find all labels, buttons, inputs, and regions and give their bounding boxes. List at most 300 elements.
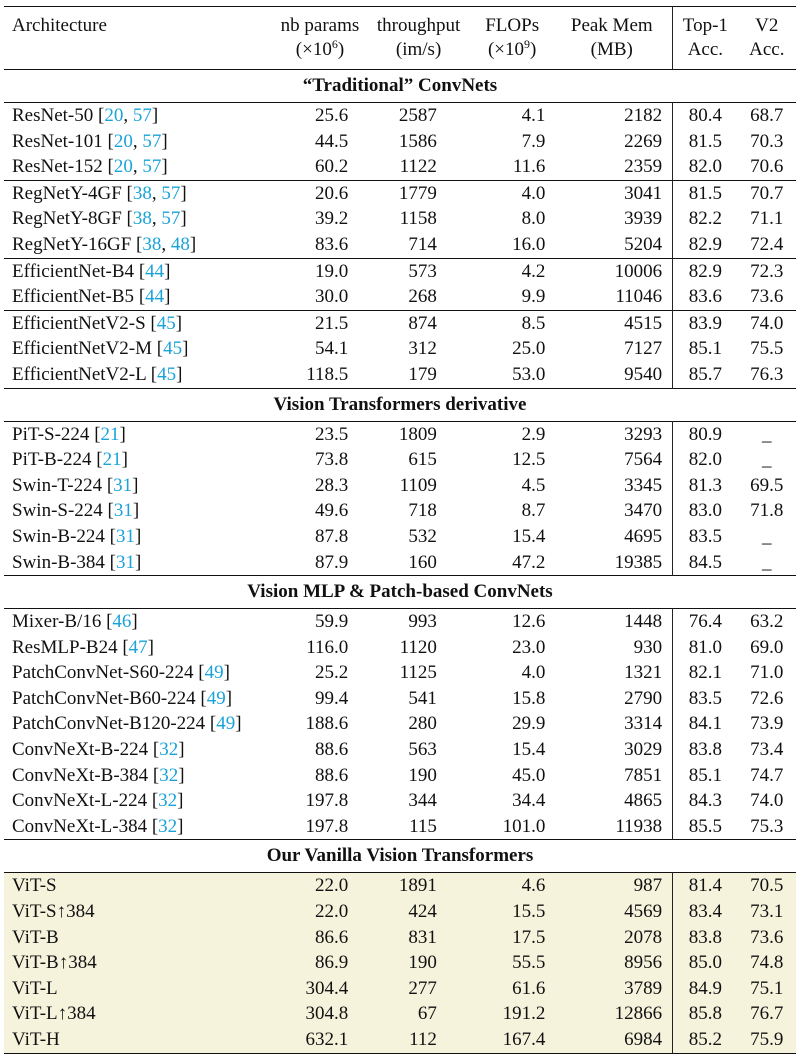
model-name: EfficientNet-B4 <box>12 260 135 282</box>
architecture-cell: RegNetY-16GF [38, 48] <box>12 233 197 255</box>
section-header-row <box>4 70 796 103</box>
flops-cell: 167.4 <box>473 1027 551 1053</box>
model-name: PatchConvNet-B60-224 <box>12 687 196 709</box>
col-architecture-label: Architecture <box>12 15 107 36</box>
flops-cell: 29.9 <box>512 713 546 735</box>
params-cell: 54.1 <box>315 338 349 360</box>
top1-cell: 85.0 <box>673 950 738 976</box>
peak-mem-cell: 4569 <box>551 899 672 925</box>
v2-cell: 72.3 <box>738 258 796 284</box>
table-row <box>4 925 796 951</box>
v2-cell: 63.2 <box>738 609 796 635</box>
top1-cell: 81.5 <box>688 130 722 152</box>
peak-mem-cell: 12866 <box>551 1001 672 1027</box>
throughput-cell: 532 <box>408 525 437 547</box>
table-row <box>4 362 796 388</box>
table-row <box>4 206 796 232</box>
params-cell: 118.5 <box>306 363 349 385</box>
flops-cell: 8.0 <box>521 208 546 230</box>
col-params <box>276 7 365 70</box>
flops-cell: 12.6 <box>473 609 551 635</box>
model-name: ViT-B↑384 <box>12 952 97 974</box>
flops-cell: 4.2 <box>473 258 551 284</box>
citation-ref[interactable]: 49 <box>206 687 226 709</box>
section-title: Vision MLP & Patch-based ConvNets <box>4 576 796 609</box>
top1-cell: 85.1 <box>688 338 722 360</box>
top1-cell: 85.5 <box>688 815 722 837</box>
top1-cell: 84.9 <box>673 976 738 1002</box>
citation-ref[interactable]: 32 <box>159 764 179 786</box>
citation-ref[interactable]: 57 <box>161 182 181 204</box>
v2-cell: 70.7 <box>738 180 796 206</box>
flops-cell: 23.0 <box>512 636 546 658</box>
header-row <box>4 7 796 70</box>
col-throughput <box>364 7 473 70</box>
citation-ref[interactable]: 38 <box>142 233 162 255</box>
model-name: ConvNeXt-L-384 <box>12 815 148 837</box>
architecture-cell: PatchConvNet-S60-224 [49] <box>12 662 230 684</box>
table-row <box>4 103 796 129</box>
col-flops-exponent: 9 <box>524 37 531 51</box>
params-cell: 188.6 <box>305 713 349 735</box>
model-name: EfficientNetV2-L <box>12 363 147 385</box>
architecture-cell: Swin-T-224 [31] <box>12 474 139 496</box>
model-name: ViT-L <box>12 977 58 999</box>
citation-ref[interactable]: 32 <box>158 790 178 812</box>
model-name: Swin-B-384 <box>12 551 105 573</box>
v2-cell: 70.6 <box>750 156 784 178</box>
col-throughput-line2: (im/s) <box>395 39 442 60</box>
table-row <box>4 284 796 310</box>
params-cell: 88.6 <box>315 739 349 761</box>
top1-cell: 82.0 <box>688 449 722 471</box>
throughput-cell: 615 <box>408 449 437 471</box>
citation-ref[interactable]: 31 <box>115 525 135 547</box>
v2-cell: 74.7 <box>750 764 784 786</box>
throughput-cell: 67 <box>364 1001 473 1027</box>
architecture-cell <box>4 1001 276 1027</box>
model-name: ViT-S↑384 <box>12 901 95 923</box>
model-name: RegNetY-16GF <box>12 233 132 255</box>
architecture-cell <box>4 950 276 976</box>
params-cell: 304.8 <box>276 1001 365 1027</box>
v2-cell: 74.0 <box>750 790 784 812</box>
flops-cell: 47.2 <box>512 551 546 573</box>
model-name: ConvNeXt-L-224 <box>12 790 148 812</box>
table-row <box>4 550 796 576</box>
v2-cell: 75.1 <box>738 976 796 1002</box>
flops-cell: 101.0 <box>502 815 546 837</box>
params-cell: 83.6 <box>315 233 349 255</box>
throughput-cell: 424 <box>364 899 473 925</box>
flops-cell: 4.1 <box>473 103 551 129</box>
v2-cell: 73.1 <box>738 899 796 925</box>
throughput-cell: 1158 <box>399 208 437 230</box>
params-cell: 23.5 <box>276 421 365 447</box>
citation-ref[interactable]: 48 <box>170 233 190 255</box>
top1-cell: 83.5 <box>688 525 722 547</box>
flops-cell: 15.4 <box>512 525 546 547</box>
peak-mem-cell: 3041 <box>551 180 672 206</box>
peak-mem-cell: 7127 <box>551 336 672 362</box>
peak-mem-cell: 2790 <box>551 686 672 712</box>
architecture-cell: ConvNeXt-L-224 [32] <box>12 790 184 812</box>
table-row <box>4 814 796 840</box>
section-header-row <box>4 388 796 421</box>
table-body <box>4 70 796 1054</box>
peak-mem-cell: 3293 <box>551 421 672 447</box>
top1-cell: 83.8 <box>688 739 722 761</box>
table-row <box>4 232 796 258</box>
table-row <box>4 258 796 284</box>
top1-cell: 85.2 <box>673 1027 738 1053</box>
citation-ref[interactable]: 20 <box>113 130 133 152</box>
throughput-cell: 312 <box>408 338 437 360</box>
col-throughput-line1: throughput <box>376 15 461 36</box>
throughput-cell: 268 <box>408 286 437 308</box>
v2-cell: 71.0 <box>750 662 784 684</box>
citation-ref[interactable]: 49 <box>216 713 236 735</box>
citation-ref[interactable]: 46 <box>112 611 132 633</box>
peak-mem-cell: 7851 <box>551 763 672 789</box>
col-top1-line2: Acc. <box>687 39 724 60</box>
flops-cell: 7.9 <box>521 130 546 152</box>
table-row <box>4 976 796 1002</box>
top1-cell: 82.0 <box>688 156 722 178</box>
params-cell: 197.8 <box>305 790 349 812</box>
params-cell: 19.0 <box>276 258 365 284</box>
peak-mem-cell: 5204 <box>551 232 672 258</box>
peak-mem-cell: 2182 <box>551 103 672 129</box>
throughput-cell: 2587 <box>364 103 473 129</box>
params-cell: 49.6 <box>315 500 349 522</box>
params-cell: 20.6 <box>276 180 365 206</box>
model-name: ResMLP-B24 <box>12 636 118 658</box>
table-row <box>4 498 796 524</box>
top1-cell: 83.4 <box>673 899 738 925</box>
citation-ref[interactable]: 32 <box>158 815 178 837</box>
throughput-cell: 573 <box>364 258 473 284</box>
model-name: ViT-S <box>12 875 57 897</box>
architecture-cell: EfficientNetV2-M [45] <box>12 338 189 360</box>
v2-cell: 72.4 <box>750 233 784 255</box>
section-title: “Traditional” ConvNets <box>302 75 498 96</box>
col-v2 <box>738 7 796 70</box>
table-row <box>4 421 796 447</box>
v2-cell: 74.8 <box>738 950 796 976</box>
v2-cell: _ <box>762 449 772 471</box>
architecture-cell: ConvNeXt-B-384 [32] <box>12 764 185 786</box>
params-cell: 304.4 <box>276 976 365 1002</box>
architecture-cell: EfficientNetV2-L [45] <box>12 363 183 385</box>
col-peak-mem-line2: (MB) <box>590 39 633 60</box>
table-row <box>4 524 796 550</box>
params-cell: 28.3 <box>315 474 349 496</box>
table-row <box>4 1027 796 1053</box>
model-name: ResNet-50 <box>12 105 94 126</box>
comparison-table <box>4 6 796 1054</box>
params-cell: 25.2 <box>315 662 349 684</box>
params-cell: 25.6 <box>276 103 365 129</box>
throughput-cell: 1891 <box>364 873 473 899</box>
peak-mem-cell: 10006 <box>551 258 672 284</box>
throughput-cell: 190 <box>364 950 473 976</box>
table-row <box>4 711 796 737</box>
params-cell: 116.0 <box>306 636 349 658</box>
table-row <box>4 447 796 473</box>
peak-mem-cell: 3314 <box>551 711 672 737</box>
citation-ref[interactable]: 47 <box>128 636 148 658</box>
params-cell: 86.9 <box>276 950 365 976</box>
v2-cell: 73.9 <box>750 713 784 735</box>
peak-mem-cell: 6984 <box>551 1027 672 1053</box>
throughput-cell: 115 <box>409 815 437 837</box>
peak-mem-cell: 930 <box>551 635 672 661</box>
params-cell: 59.9 <box>276 609 365 635</box>
v2-cell: _ <box>762 525 772 547</box>
params-cell: 39.2 <box>315 208 349 230</box>
throughput-cell: 1120 <box>399 636 437 658</box>
citation-ref[interactable]: 38 <box>132 208 152 230</box>
v2-cell: 73.6 <box>738 925 796 951</box>
model-name: Swin-B-224 <box>12 525 105 547</box>
params-cell: 44.5 <box>315 130 349 152</box>
architecture-cell: ResNet-101 [20, 57] <box>12 130 168 152</box>
peak-mem-cell: 987 <box>551 873 672 899</box>
table-row <box>4 873 796 899</box>
throughput-cell: 718 <box>408 500 437 522</box>
throughput-cell: 563 <box>408 739 437 761</box>
col-flops-line2: (×10 <box>487 39 525 60</box>
citation-ref[interactable]: 49 <box>204 662 224 684</box>
top1-cell: 82.9 <box>673 258 738 284</box>
model-name: ViT-H <box>12 1029 60 1050</box>
top1-cell: 81.4 <box>673 873 738 899</box>
architecture-cell: RegNetY-8GF [38, 57] <box>12 208 187 230</box>
model-name: ResNet-101 <box>12 130 103 152</box>
citation-ref[interactable]: 32 <box>159 739 179 761</box>
flops-cell: 4.5 <box>521 474 546 496</box>
citation-ref[interactable]: 44 <box>145 286 165 308</box>
throughput-cell: 1122 <box>399 156 437 178</box>
citation-ref[interactable]: 21 <box>100 423 120 445</box>
params-cell: 197.8 <box>305 815 349 837</box>
params-cell: 88.6 <box>315 764 349 786</box>
flops-cell: 8.7 <box>521 500 546 522</box>
model-name: Swin-S-224 <box>12 500 103 522</box>
throughput-cell: 160 <box>408 551 437 573</box>
table-header <box>4 7 796 70</box>
citation-ref[interactable]: 45 <box>156 312 176 334</box>
citation-ref[interactable]: 57 <box>161 208 181 230</box>
flops-cell: 61.6 <box>473 976 551 1002</box>
architecture-cell <box>4 899 276 925</box>
throughput-cell: 1809 <box>364 421 473 447</box>
citation-ref[interactable]: 57 <box>142 130 162 152</box>
throughput-cell: 344 <box>408 790 437 812</box>
top1-cell: 83.0 <box>688 500 722 522</box>
table-row <box>4 950 796 976</box>
table-row <box>4 788 796 814</box>
col-params-close: ) <box>337 39 345 60</box>
table-row <box>4 763 796 789</box>
throughput-cell: 1586 <box>398 130 437 152</box>
architecture-cell: EfficientNet-B4 [44] <box>4 258 276 284</box>
params-cell: 86.6 <box>276 925 365 951</box>
peak-mem-cell: 4865 <box>551 788 672 814</box>
architecture-cell: Mixer-B/16 [46] <box>4 609 276 635</box>
peak-mem-cell: 1448 <box>551 609 672 635</box>
model-name: Mixer-B/16 <box>12 611 102 633</box>
table-row <box>4 336 796 362</box>
citation-ref[interactable]: 45 <box>157 363 177 385</box>
citation-ref[interactable]: 38 <box>132 182 152 204</box>
section-title: Vision Transformers derivative <box>4 388 796 421</box>
model-name: ViT-B <box>12 926 59 948</box>
top1-cell: 81.3 <box>688 474 722 496</box>
peak-mem-cell: 3345 <box>551 473 672 499</box>
peak-mem-cell: 4515 <box>551 310 672 336</box>
model-name: EfficientNetV2-M <box>12 338 152 360</box>
architecture-cell: Swin-B-384 [31] <box>12 551 142 573</box>
architecture-cell <box>4 1027 276 1053</box>
architecture-cell: Swin-B-224 [31] <box>12 525 142 547</box>
architecture-cell: EfficientNet-B5 [44] <box>12 286 171 308</box>
v2-cell: 71.1 <box>750 208 784 230</box>
v2-cell: 70.3 <box>750 130 784 152</box>
col-flops-close: ) <box>530 39 537 60</box>
architecture-cell: ConvNeXt-B-224 [32] <box>12 739 185 761</box>
throughput-cell: 831 <box>364 925 473 951</box>
v2-cell: _ <box>762 551 772 573</box>
architecture-cell: PatchConvNet-B120-224 [49] <box>12 713 242 735</box>
peak-mem-cell: 2078 <box>551 925 672 951</box>
throughput-cell: 179 <box>408 363 437 385</box>
flops-cell: 4.6 <box>473 873 551 899</box>
throughput-cell: 1779 <box>364 180 473 206</box>
model-name: ConvNeXt-B-224 <box>12 739 149 761</box>
throughput-cell: 277 <box>364 976 473 1002</box>
top1-cell: 84.5 <box>688 551 722 573</box>
top1-cell: 83.9 <box>673 310 738 336</box>
top1-cell: 85.7 <box>688 363 722 385</box>
top1-cell: 82.1 <box>688 662 722 684</box>
flops-cell: 4.0 <box>473 180 551 206</box>
architecture-cell: PiT-B-224 [21] <box>12 449 128 471</box>
params-cell: 99.4 <box>315 687 349 709</box>
citation-ref[interactable]: 57 <box>142 156 162 178</box>
citation-ref[interactable]: 31 <box>113 500 133 522</box>
model-name: ViT-L↑384 <box>12 1003 96 1025</box>
citation-ref[interactable]: 44 <box>145 260 165 282</box>
col-flops <box>473 7 551 70</box>
flops-cell: 55.5 <box>473 950 551 976</box>
table-row <box>4 154 796 180</box>
flops-cell: 25.0 <box>512 338 546 360</box>
table-row <box>4 635 796 661</box>
flops-cell: 53.0 <box>512 363 546 385</box>
top1-cell: 76.4 <box>673 609 738 635</box>
v2-cell: 74.0 <box>738 310 796 336</box>
throughput-cell: 541 <box>408 687 437 709</box>
flops-cell: 191.2 <box>473 1001 551 1027</box>
v2-cell: 72.6 <box>750 687 784 709</box>
model-name: EfficientNet-B5 <box>12 286 135 308</box>
model-name: PatchConvNet-S60-224 <box>12 662 194 684</box>
v2-cell: 70.5 <box>738 873 796 899</box>
model-name: PiT-S-224 <box>12 423 90 445</box>
v2-cell: _ <box>738 421 796 447</box>
flops-cell: 16.0 <box>512 233 546 255</box>
architecture-cell <box>4 873 276 899</box>
flops-cell: 45.0 <box>512 764 546 786</box>
section-header-row <box>4 576 796 609</box>
params-cell: 30.0 <box>315 286 349 308</box>
model-name: ResNet-152 <box>12 156 103 178</box>
model-name: RegNetY-8GF <box>12 208 122 230</box>
architecture-cell: ResNet-50 [20, 57] <box>4 103 276 129</box>
params-cell: 632.1 <box>276 1027 365 1053</box>
citation-ref[interactable]: 20 <box>104 105 124 126</box>
architecture-cell <box>4 976 276 1002</box>
flops-cell: 2.9 <box>473 421 551 447</box>
peak-mem-cell: 2269 <box>551 129 672 155</box>
params-cell: 73.8 <box>315 449 349 471</box>
v2-cell: 76.3 <box>750 363 784 385</box>
v2-cell: 75.9 <box>738 1027 796 1053</box>
architecture-cell: Swin-S-224 [31] <box>12 500 140 522</box>
flops-cell: 4.0 <box>521 662 546 684</box>
flops-cell: 9.9 <box>521 286 546 308</box>
flops-cell: 15.5 <box>473 899 551 925</box>
col-v2-line2: Acc. <box>749 39 785 60</box>
throughput-cell: 1109 <box>399 474 437 496</box>
top1-cell: 85.8 <box>673 1001 738 1027</box>
citation-ref[interactable]: 21 <box>102 449 122 471</box>
params-cell: 21.5 <box>276 310 365 336</box>
params-cell: 22.0 <box>276 899 365 925</box>
model-name: EfficientNetV2-S <box>12 312 146 334</box>
v2-cell: 69.0 <box>750 636 784 658</box>
col-params-line2: (×10 <box>295 39 332 60</box>
table-row <box>4 1001 796 1027</box>
peak-mem-cell: 3470 <box>551 498 672 524</box>
col-peak-mem <box>551 7 672 70</box>
v2-cell: 69.5 <box>750 474 784 496</box>
top1-cell: 84.1 <box>688 713 722 735</box>
v2-cell: 71.8 <box>750 500 784 522</box>
col-top1 <box>673 7 738 70</box>
citation-ref[interactable]: 20 <box>113 156 133 178</box>
v2-cell: 75.5 <box>750 338 784 360</box>
citation-ref[interactable]: 45 <box>163 338 183 360</box>
col-flops-line1: FLOPs <box>485 15 540 36</box>
throughput-cell: 874 <box>364 310 473 336</box>
architecture-cell: PiT-S-224 [21] <box>4 421 276 447</box>
architecture-cell: RegNetY-4GF [38, 57] <box>4 180 276 206</box>
top1-cell: 80.4 <box>673 103 738 129</box>
architecture-cell: ConvNeXt-L-384 [32] <box>12 815 184 837</box>
top1-cell: 84.3 <box>688 790 722 812</box>
table-row <box>4 180 796 206</box>
v2-cell: 75.3 <box>750 815 784 837</box>
citation-ref[interactable]: 57 <box>132 105 152 126</box>
params-cell: 22.0 <box>276 873 365 899</box>
citation-ref[interactable]: 31 <box>115 551 135 573</box>
peak-mem-cell: 4695 <box>551 524 672 550</box>
v2-cell: 68.7 <box>738 103 796 129</box>
citation-ref[interactable]: 31 <box>113 474 133 496</box>
